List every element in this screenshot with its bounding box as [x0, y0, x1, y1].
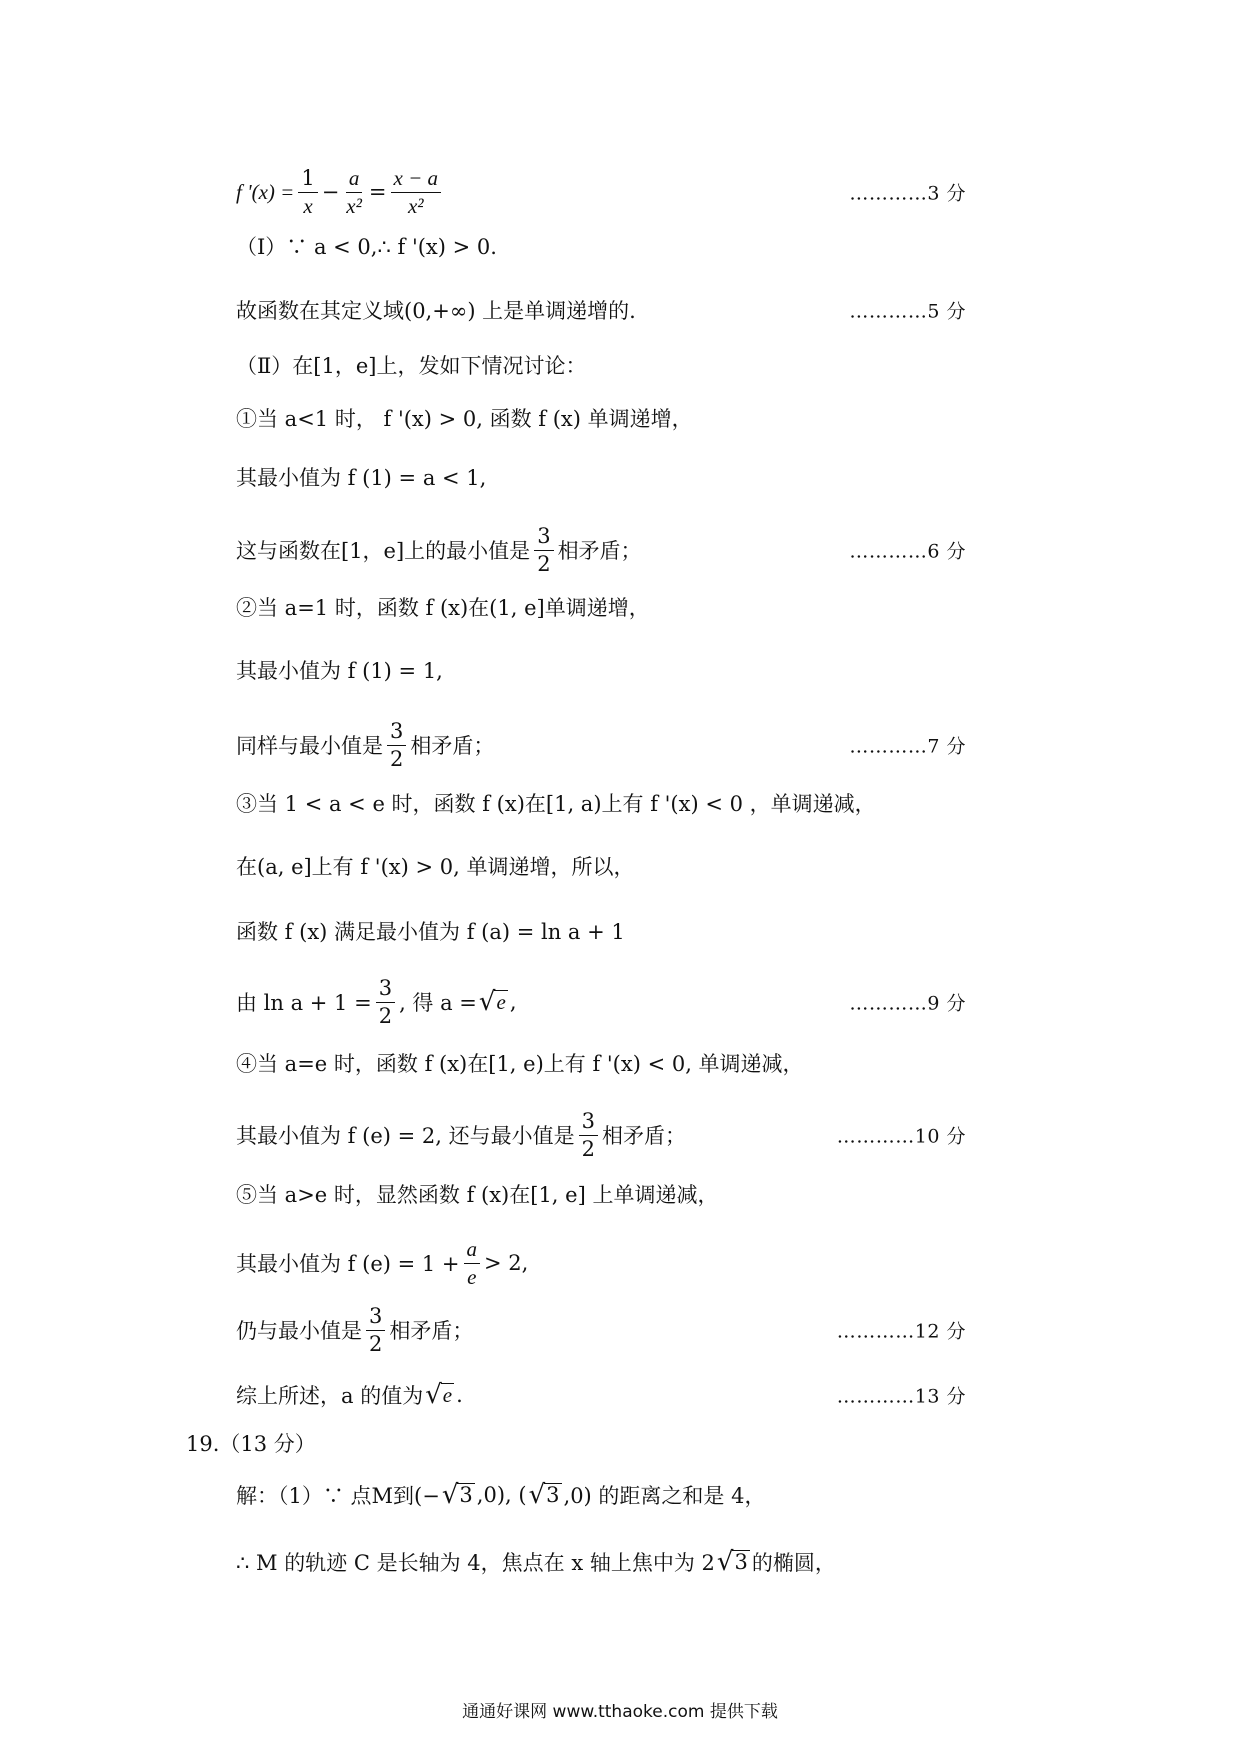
fraction: $\frac{a}{e}$ [464, 1238, 481, 1287]
minus-sign: − [321, 180, 340, 204]
text-line: 同样与最小值是 $\frac{3}{2}$ 相矛盾； …………7 分 [236, 719, 966, 771]
text-line: ⑤当 a>e 时，显然函数 f (x)在[1, e] 上单调递减， [236, 1183, 719, 1207]
text-line: 仍与最小值是 $\frac{3}{2}$ 相矛盾； …………12 分 [236, 1304, 966, 1356]
text-line: 由 ln a + 1 = $\frac{3}{2}$ , 得 a = √ e , …………9 分 [236, 976, 966, 1028]
text-line: ③当 1 < a < e 时，函数 f (x)在[1, a)上有 f '(x) < 0 ，单调递减， [236, 792, 876, 816]
fraction: $\frac{3}{2}$ [366, 1305, 385, 1354]
square-root: √ 3 [528, 1480, 560, 1510]
text-line: ②当 a=1 时，函数 f (x)在(1, e]单调递增， [236, 596, 650, 620]
problem-19-heading: 19.（13 分） [186, 1432, 316, 1456]
score-marker: …………13 分 [836, 1385, 966, 1408]
text-line: 故函数在其定义域(0,+∞) 上是单调递增的. …………5 分 [236, 290, 966, 330]
text-line: 其最小值为 f (e) = 2, 还与最小值是 $\frac{3}{2}$ 相矛盾； …………10 分 [236, 1109, 966, 1161]
square-root: √ 3 [441, 1480, 473, 1510]
score-marker: …………9 分 [849, 992, 966, 1015]
score-marker: …………10 分 [836, 1125, 966, 1148]
text-line: （Ⅰ）∵ a < 0,∴ f '(x) > 0. [236, 235, 497, 259]
score-marker: …………12 分 [836, 1320, 966, 1343]
fraction: $\frac{a}{\text{x²}}$ [346, 166, 362, 218]
equals-sign: = [368, 180, 387, 204]
square-root: √ 3 [716, 1547, 748, 1577]
text-line: ∴ M 的轨迹 C 是长轴为 4，焦点在 x 轴上焦中为 2 √ 3 的椭圆， [236, 1547, 836, 1577]
text-line: 解：（1）∵ 点M到(− √ 3 ,0), ( √ 3 ,0) 的距离之和是 4， [236, 1480, 766, 1510]
text-line: 在(a, e]上有 f '(x) > 0, 单调递增，所以， [236, 855, 635, 879]
square-root: √ e [425, 1380, 453, 1410]
fraction: $\frac{3}{2}$ [579, 1110, 598, 1159]
fraction: $\frac{3}{2}$ [387, 720, 406, 769]
square-root: √ e [478, 987, 506, 1017]
text-line: 其最小值为 f (e) = 1 + $\frac{a}{e}$ > 2, [236, 1237, 529, 1289]
text-line: 其最小值为 f (1) = 1, [236, 659, 443, 683]
text-line: （Ⅱ）在[1，e]上，发如下情况讨论： [236, 354, 587, 378]
score-marker: …………3 分 [849, 182, 966, 205]
score-marker: …………6 分 [849, 540, 966, 563]
score-marker: …………5 分 [849, 300, 966, 323]
text-line: 函数 f (x) 满足最小值为 f (a) = ln a + 1 [236, 920, 625, 944]
fraction: $\frac{3}{2}$ [376, 977, 395, 1026]
derivative-lhs: f '(x) = [236, 179, 295, 204]
fraction: $\frac{3}{2}$ [534, 525, 553, 574]
page-footer: 通通好课网 www.tthaoke.com 提供下载 [462, 1702, 778, 1722]
text-line: 其最小值为 f (1) = a < 1, [236, 466, 487, 490]
text-line: ①当 a<1 时， f '(x) > 0, 函数 f (x) 单调递增， [236, 407, 693, 431]
fraction: $\frac{1}{x}$ [298, 167, 317, 216]
text-line: 综上所述，a 的值为 √ e . …………13 分 [236, 1380, 966, 1410]
line-derivative [236, 162, 966, 222]
text-line: ④当 a=e 时，函数 f (x)在[1, e)上有 f '(x) < 0, 单调递减， [236, 1052, 804, 1076]
text-line: 这与函数在[1，e]上的最小值是 $\frac{3}{2}$ 相矛盾； …………6 分 [236, 524, 966, 576]
score-marker: …………7 分 [849, 735, 966, 758]
fraction: $\frac{x - a}{\text{x²}}$ [391, 167, 442, 216]
